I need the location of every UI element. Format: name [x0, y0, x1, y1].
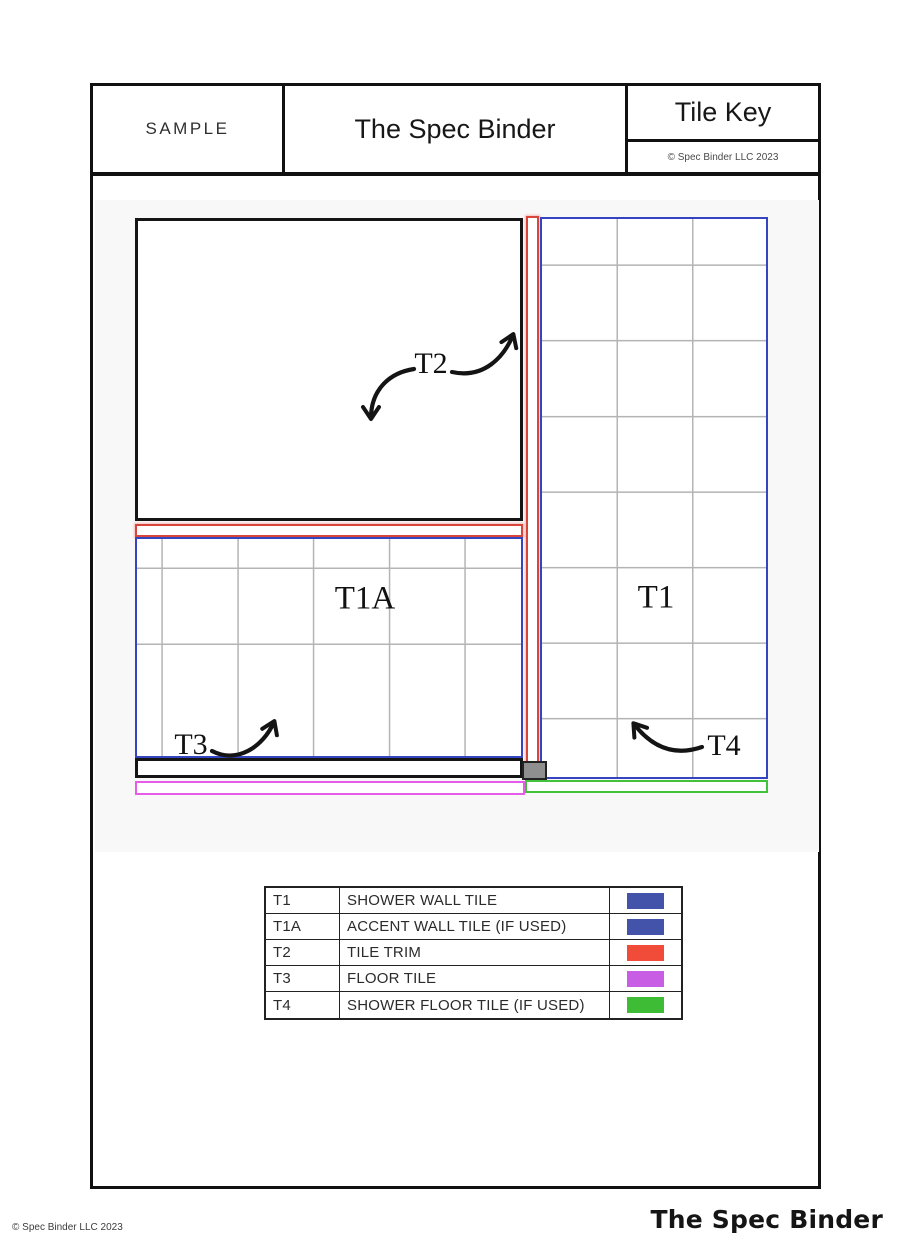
- doc-type-cell: [628, 86, 818, 172]
- color-swatch: [627, 945, 664, 961]
- blank-wall-area: [135, 218, 523, 521]
- legend-swatch-cell: [610, 940, 681, 965]
- legend-row-t4: [266, 992, 681, 1018]
- legend-row-t1: [266, 888, 681, 914]
- tile-legend-table: [264, 886, 683, 1020]
- color-swatch: [627, 893, 664, 909]
- curb-block: [522, 761, 547, 780]
- title-block: [93, 86, 818, 176]
- shower-floor-tile-bar: [525, 780, 768, 793]
- legend-code: T1A: [266, 914, 340, 939]
- doc-type-title: Tile Key: [628, 86, 818, 142]
- footer-copyright: © Spec Binder LLC 2023: [12, 1222, 123, 1233]
- header-copyright: © Spec Binder LLC 2023: [667, 151, 779, 163]
- legend-swatch-cell: [610, 914, 681, 939]
- color-swatch: [627, 997, 664, 1013]
- legend-description: SHOWER WALL TILE: [340, 888, 610, 913]
- tile-trim-horizontal: [135, 524, 523, 537]
- legend-row-t2: [266, 940, 681, 966]
- sample-label: SAMPLE: [93, 86, 285, 172]
- shower-wall-tile-grid: [540, 217, 768, 779]
- legend-description: SHOWER FLOOR TILE (IF USED): [340, 992, 610, 1018]
- label-t3: T3: [174, 728, 208, 761]
- legend-row-t1a: [266, 914, 681, 940]
- legend-code: T4: [266, 992, 340, 1018]
- label-t2: T2: [414, 347, 448, 380]
- brand-logo: The Spec Binder: [650, 1205, 883, 1234]
- legend-row-t3: [266, 966, 681, 992]
- label-t1: T1: [637, 579, 675, 616]
- label-t1a: T1A: [334, 580, 396, 617]
- legend-swatch-cell: [610, 888, 681, 913]
- legend-code: T3: [266, 966, 340, 991]
- floor-tile-bar: [135, 781, 525, 795]
- legend-swatch-cell: [610, 992, 681, 1018]
- label-t4: T4: [707, 729, 741, 762]
- legend-swatch-cell: [610, 966, 681, 991]
- page-title: The Spec Binder: [285, 86, 628, 172]
- legend-code: T1: [266, 888, 340, 913]
- legend-description: TILE TRIM: [340, 940, 610, 965]
- legend-description: FLOOR TILE: [340, 966, 610, 991]
- color-swatch: [627, 919, 664, 935]
- color-swatch: [627, 971, 664, 987]
- accent-wall-tile-grid: [135, 537, 523, 758]
- legend-code: T2: [266, 940, 340, 965]
- tile-trim-vertical: [526, 216, 539, 763]
- legend-description: ACCENT WALL TILE (IF USED): [340, 914, 610, 939]
